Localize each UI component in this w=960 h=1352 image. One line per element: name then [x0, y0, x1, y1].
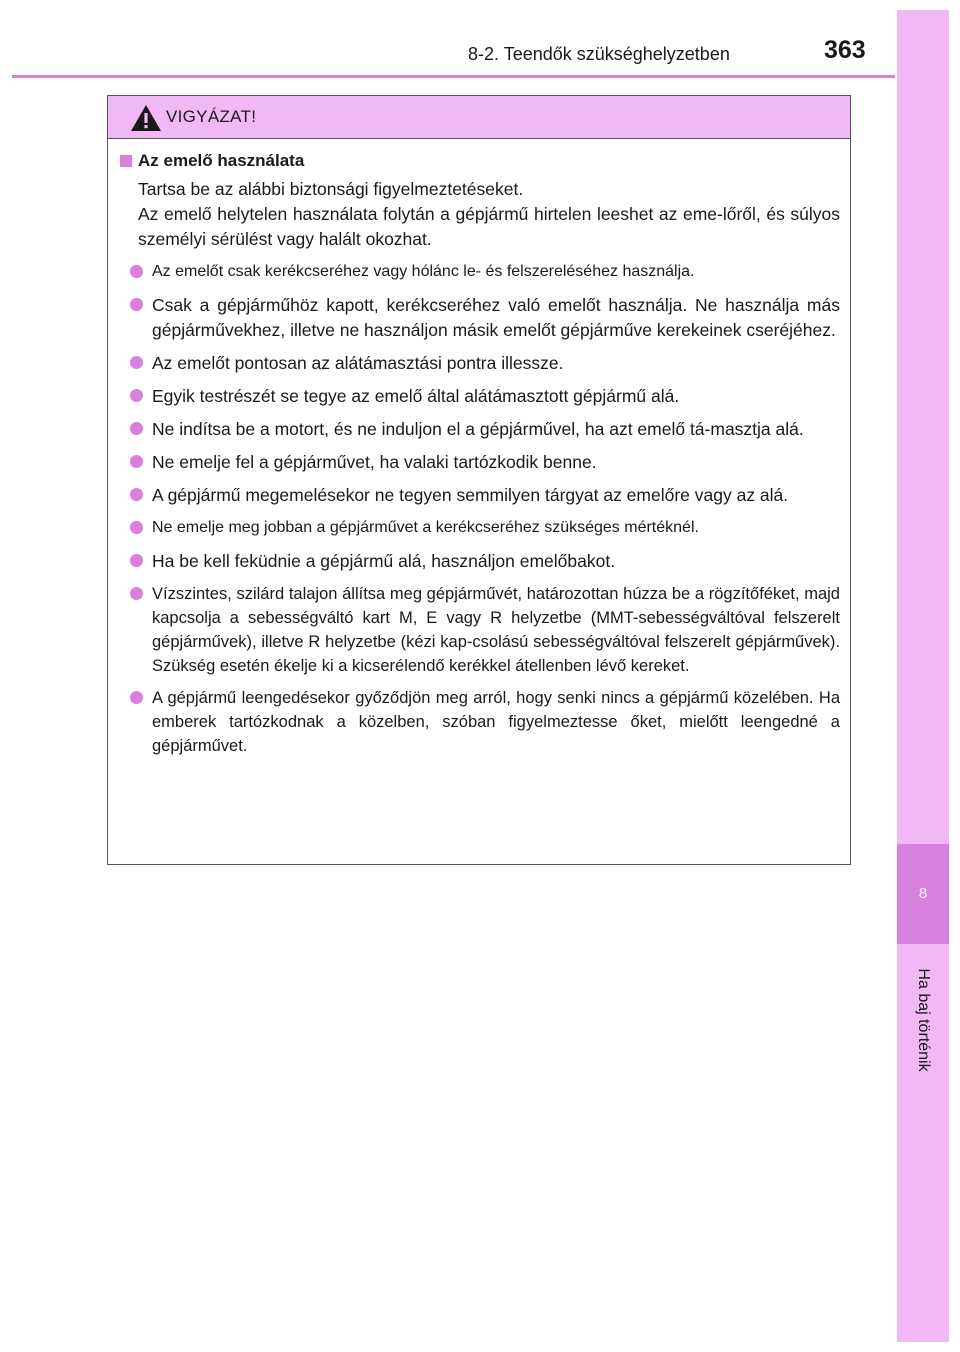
warning-header — [108, 96, 850, 139]
warning-triangle-icon — [130, 104, 162, 132]
warning-subheading-text: Az emelő használata — [138, 151, 305, 170]
list-item-text: Az emelőt pontosan az alátámasztási pontra illessze. — [152, 352, 564, 373]
bullet-dot-icon — [130, 265, 143, 278]
warning-label: VIGYÁZAT! — [166, 107, 257, 126]
list-item-text: Csak a gépjárműhöz kapott, kerékcseréhez való emelőt használja. Ne használja más gépjárművekhez, illetve ne használjon másik emelőt gépjárműve kerekeinek cseréjéhez. — [152, 295, 840, 340]
bullet-dot-icon — [130, 554, 143, 567]
bullet-dot-icon — [130, 455, 143, 468]
list-item — [118, 686, 840, 758]
section-title: 8-2. Teendők szükséghelyzetben — [468, 44, 730, 64]
list-item — [118, 549, 840, 574]
list-item-text: Ne emelje meg jobban a gépjárművet a kerékcseréhez szükséges mértéknél. — [152, 518, 699, 536]
warning-body — [108, 139, 850, 758]
list-item-text: Ha be kell feküdnie a gépjármű alá, használjon emelőbakot. — [152, 550, 616, 571]
bullet-dot-icon — [130, 521, 143, 534]
warning-bullet-list — [118, 260, 840, 758]
intro-line: Tartsa be az alábbi biztonsági figyelmeztetéseket. — [138, 179, 524, 199]
chapter-title: Ha baj történik — [915, 968, 932, 1072]
list-item-text: A gépjármű megemelésekor ne tegyen semmilyen tárgyat az emelőre vagy az alá. — [152, 484, 789, 505]
page-number: 363 — [824, 36, 866, 64]
bullet-dot-icon — [130, 587, 143, 600]
bullet-dot-icon — [130, 356, 143, 369]
list-item — [118, 483, 840, 508]
bullet-dot-icon — [130, 389, 143, 402]
bullet-dot-icon — [130, 488, 143, 501]
warning-box — [107, 95, 851, 865]
list-item — [118, 260, 840, 285]
list-item-text: Az emelőt csak kerékcseréhez vagy hólánc le- és felszereléséhez használja. — [152, 263, 695, 280]
header-rule — [12, 75, 895, 78]
list-item — [118, 293, 840, 342]
chapter-side-tab — [897, 10, 949, 1342]
warning-subheading — [118, 151, 840, 171]
list-item-text: Vízszintes, szilárd talajon állítsa meg gépjárművét, határozottan húzza be a rögzítőféket, majd kapcsolja a sebességváltó kart M, E vagy R helyzetbe (MMT-sebességváltóval felszerelt gépjárművek), illetve R helyzetbe (kézi kap-csolású sebességváltóval felszerelt gépjárművek). Szükség esetén ékelje ki a kicserélendő kerékkel átellenben lévő kereket. — [152, 584, 840, 675]
list-item-text: Ne emelje fel a gépjárművet, ha valaki tartózkodik benne. — [152, 451, 597, 472]
square-bullet-icon — [120, 155, 132, 167]
list-item — [118, 516, 840, 541]
list-item — [118, 582, 840, 678]
list-item-text: Ne indítsa be a motort, és ne induljon el a gépjárművel, ha azt emelő tá-masztja alá. — [152, 418, 804, 439]
list-item — [118, 417, 840, 442]
list-item — [118, 450, 840, 475]
bullet-dot-icon — [130, 691, 143, 704]
list-item — [118, 351, 840, 376]
intro-line: Az emelő helytelen használata folytán a gépjármű hirtelen leeshet az eme-lőről, és súlyos személyi sérülést vagy halált okozhat. — [138, 204, 840, 249]
bullet-dot-icon — [130, 298, 143, 311]
bullet-dot-icon — [130, 422, 143, 435]
list-item-text: Egyik testrészét se tegye az emelő által alátámasztott gépjármű alá. — [152, 385, 680, 406]
list-item — [118, 384, 840, 409]
warning-intro — [138, 177, 840, 252]
chapter-number: 8 — [897, 844, 949, 944]
list-item-text: A gépjármű leengedésekor győződjön meg arról, hogy senki nincs a gépjármű közelében. Ha emberek tartózkodnak a közelben, szóban figyelmeztesse őket, mielőtt leengedné a gépjárművet. — [152, 689, 840, 755]
